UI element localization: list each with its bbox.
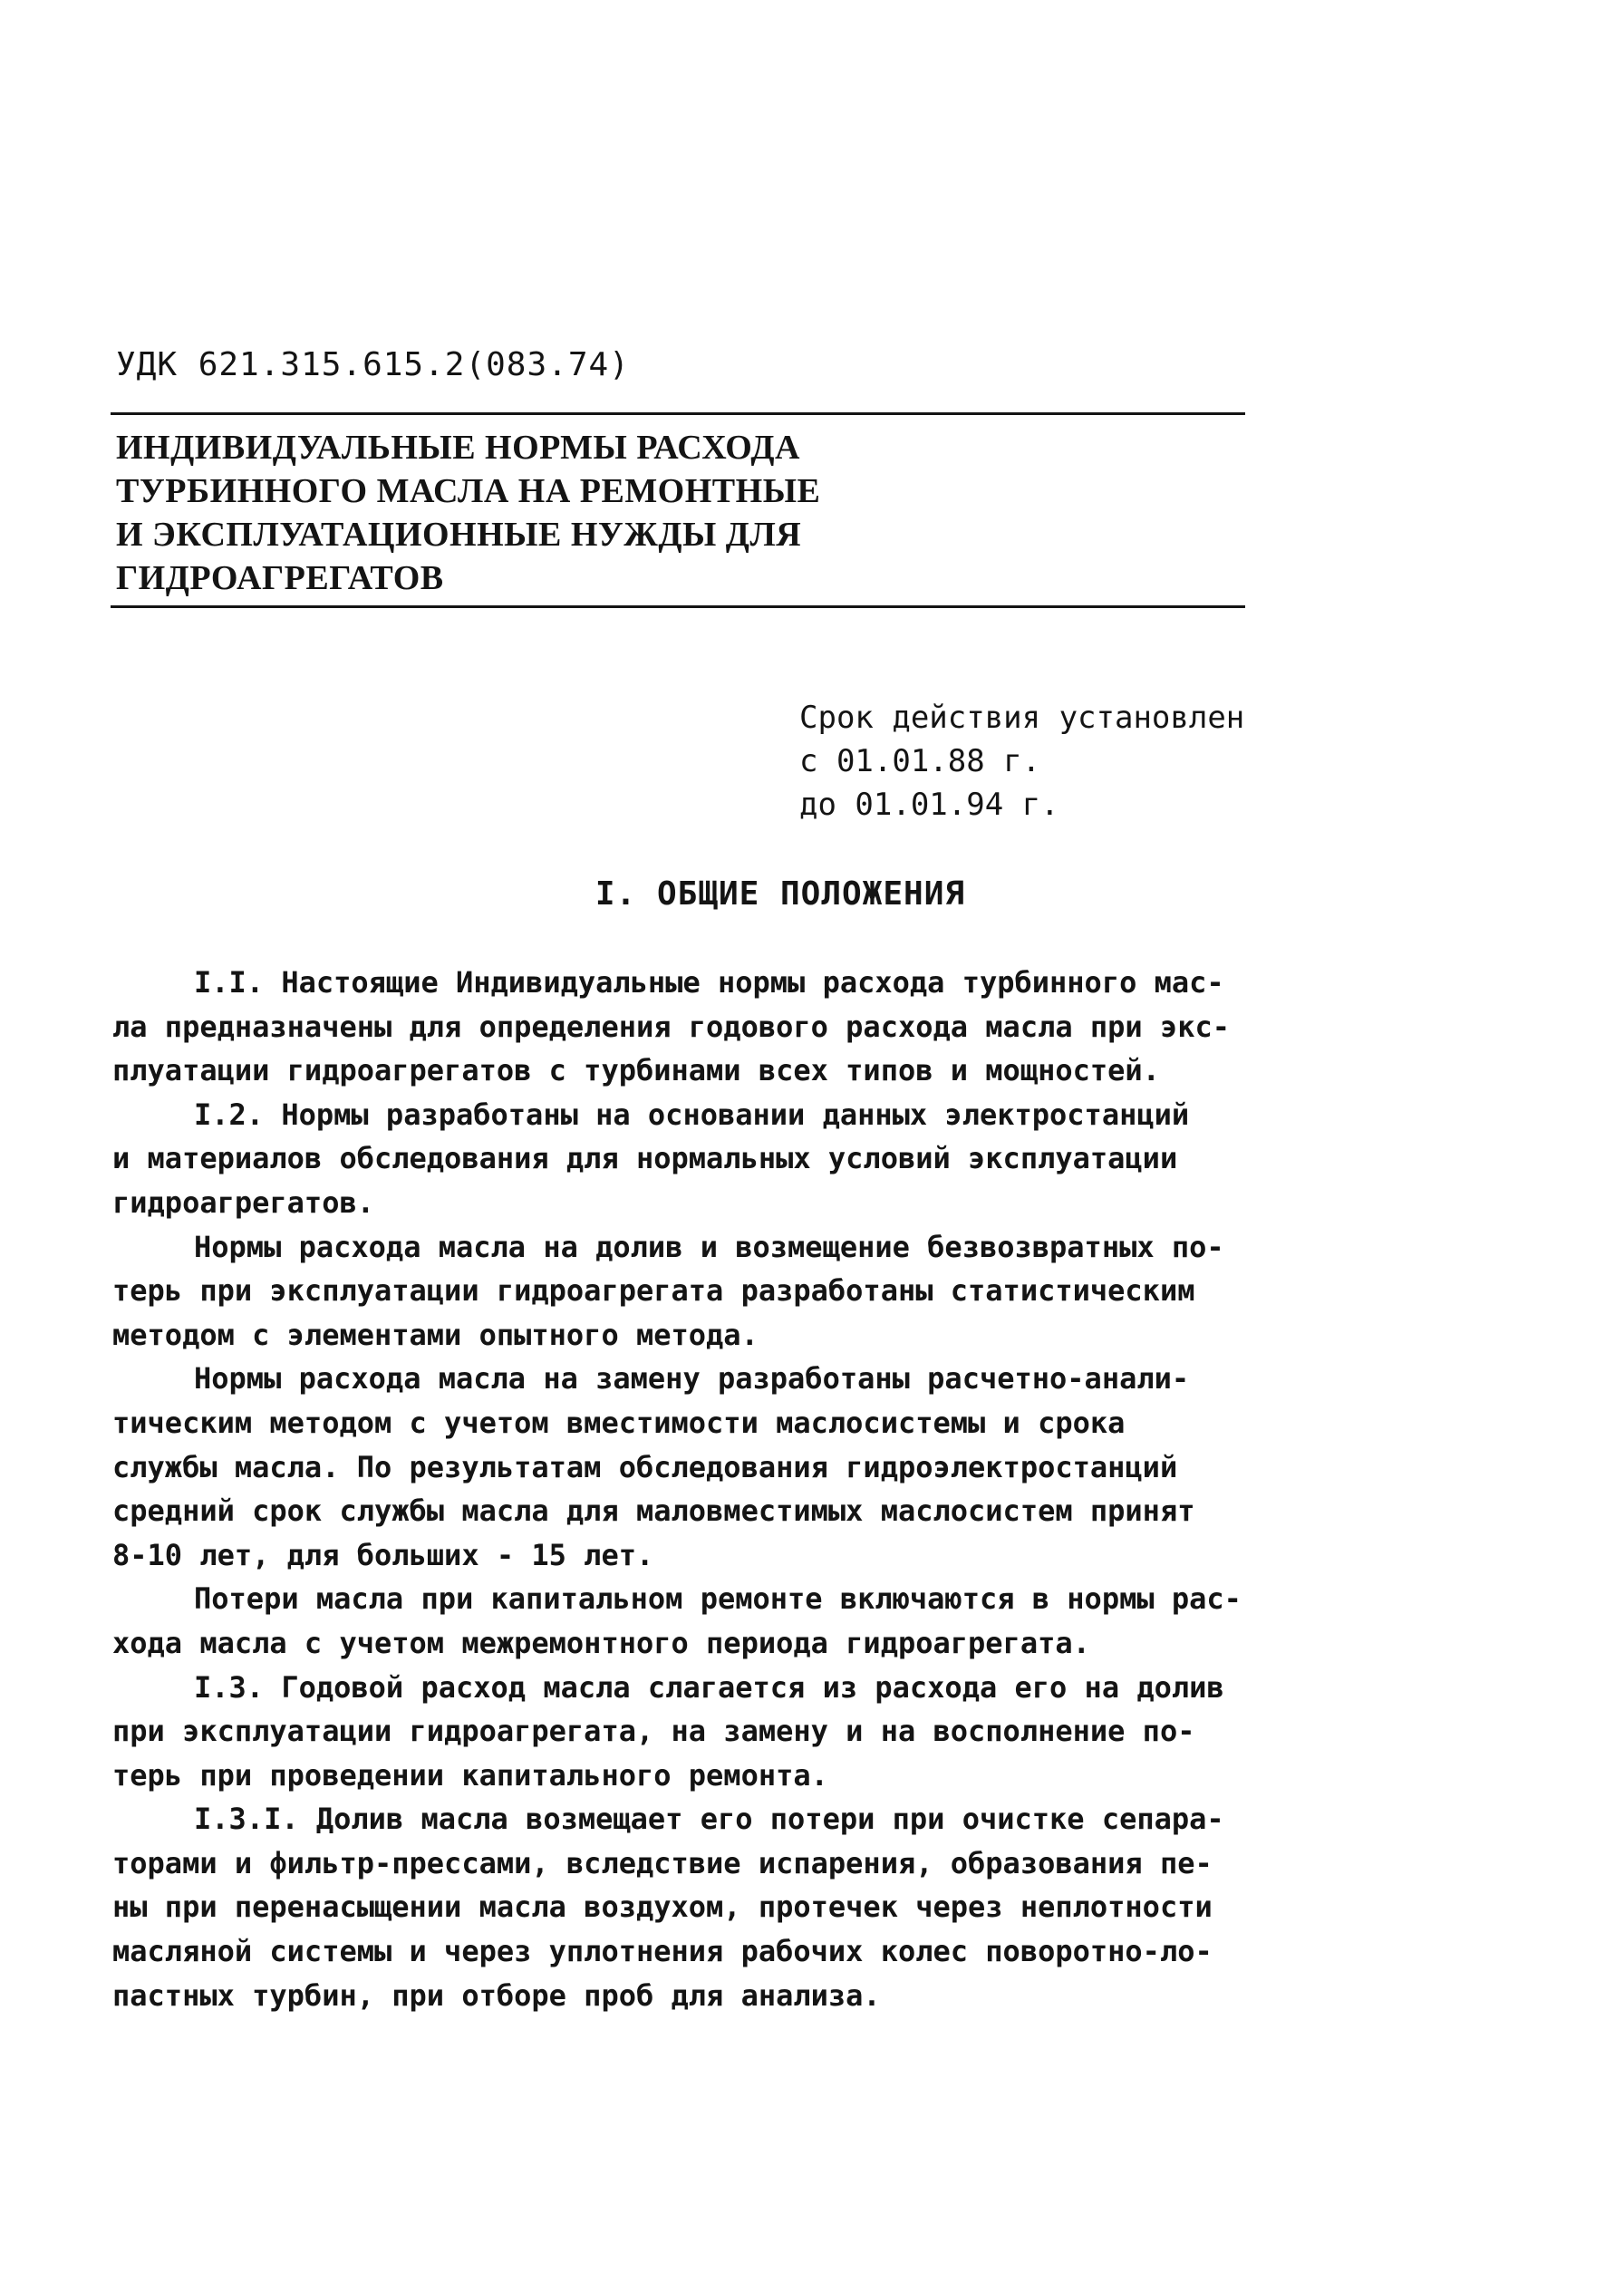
section-heading — [0, 875, 1624, 913]
body-line: средний срок службы масла для маловместимых маслосистем принят — [112, 1493, 1195, 1529]
title-top-rule — [111, 412, 1245, 415]
body-line: I.I. Настоящие Индивидуальные нормы расхода турбинного мас- — [194, 965, 1224, 1000]
body-line: плуатации гидроагрегатов с турбинами всех типов и мощностей. — [112, 1053, 1160, 1088]
body-line: тическим методом с учетом вместимости маслосистемы и срока — [112, 1405, 1126, 1440]
section-heading-text: I. ОБЩИЕ ПОЛОЖЕНИЯ — [594, 875, 966, 913]
body-line: ла предназначены для определения годового расхода масла при экс- — [112, 1009, 1230, 1044]
body-line: Потери масла при капитальном ремонте включаются в нормы рас- — [194, 1581, 1242, 1617]
body-line: I.3. Годовой расход масла слагается из расхода его на долив — [194, 1669, 1224, 1705]
body-line: терь при проведении капитального ремонта. — [112, 1757, 828, 1793]
body-line: гидроагрегатов. — [112, 1184, 374, 1220]
body-line: Нормы расхода масла на долив и возмещение безвозвратных по- — [194, 1229, 1224, 1264]
title-line: ГИДРОАГРЕГАТОВ — [116, 559, 444, 597]
body-line: пастных турбин, при отборе проб для анализа. — [112, 1977, 881, 2013]
body-line: при эксплуатации гидроагрегата, на замену и на восполнение по- — [112, 1714, 1195, 1749]
title-bottom-rule — [111, 605, 1245, 608]
title-line: И ЭКСПЛУАТАЦИОННЫЕ НУЖДЫ ДЛЯ — [116, 516, 802, 554]
body-line: I.3.I. Долив масла возмещает его потери при очистке сепара- — [194, 1802, 1224, 1837]
body-line: Нормы расхода масла на замену разработаны расчетно-анали- — [194, 1361, 1190, 1397]
validity-line: Срок действия установлен — [799, 700, 1245, 736]
title-line: ТУРБИННОГО МАСЛА НА РЕМОНТНЫЕ — [116, 472, 821, 510]
body-line: и материалов обследования для нормальных условий эксплуатации — [112, 1141, 1178, 1176]
body-line: методом с элементами опытного метода. — [112, 1317, 759, 1352]
validity-line: с 01.01.88 г. — [799, 743, 1041, 779]
body-line: ны при перенасыщении масла воздухом, протечек через неплотности — [112, 1890, 1213, 1925]
validity-period — [799, 696, 1244, 826]
title-line: ИНДИВИДУАЛЬНЫЕ НОРМЫ РАСХОДА — [116, 429, 800, 467]
udk-code: УДК 621.315.615.2(083.74) — [116, 346, 630, 383]
body-line: масляной системы и через уплотнения рабочих колес поворотно-ло- — [112, 1934, 1213, 1969]
document-title — [116, 426, 932, 600]
body-line: торами и фильтр-прессами, вследствие испарения, образования пе- — [112, 1845, 1213, 1880]
body-text — [112, 961, 1245, 2017]
validity-line: до 01.01.94 г. — [799, 787, 1059, 823]
body-line: терь при эксплуатации гидроагрегата разработаны статистическим — [112, 1273, 1195, 1309]
body-line: службы масла. По результатам обследования гидроэлектростанций — [112, 1449, 1178, 1484]
body-line: хода масла с учетом межремонтного периода гидроагрегата. — [112, 1625, 1090, 1660]
body-line: I.2. Нормы разработаны на основании данных электростанций — [194, 1097, 1190, 1132]
body-line: 8-10 лет, для больших - 15 лет. — [112, 1537, 654, 1572]
